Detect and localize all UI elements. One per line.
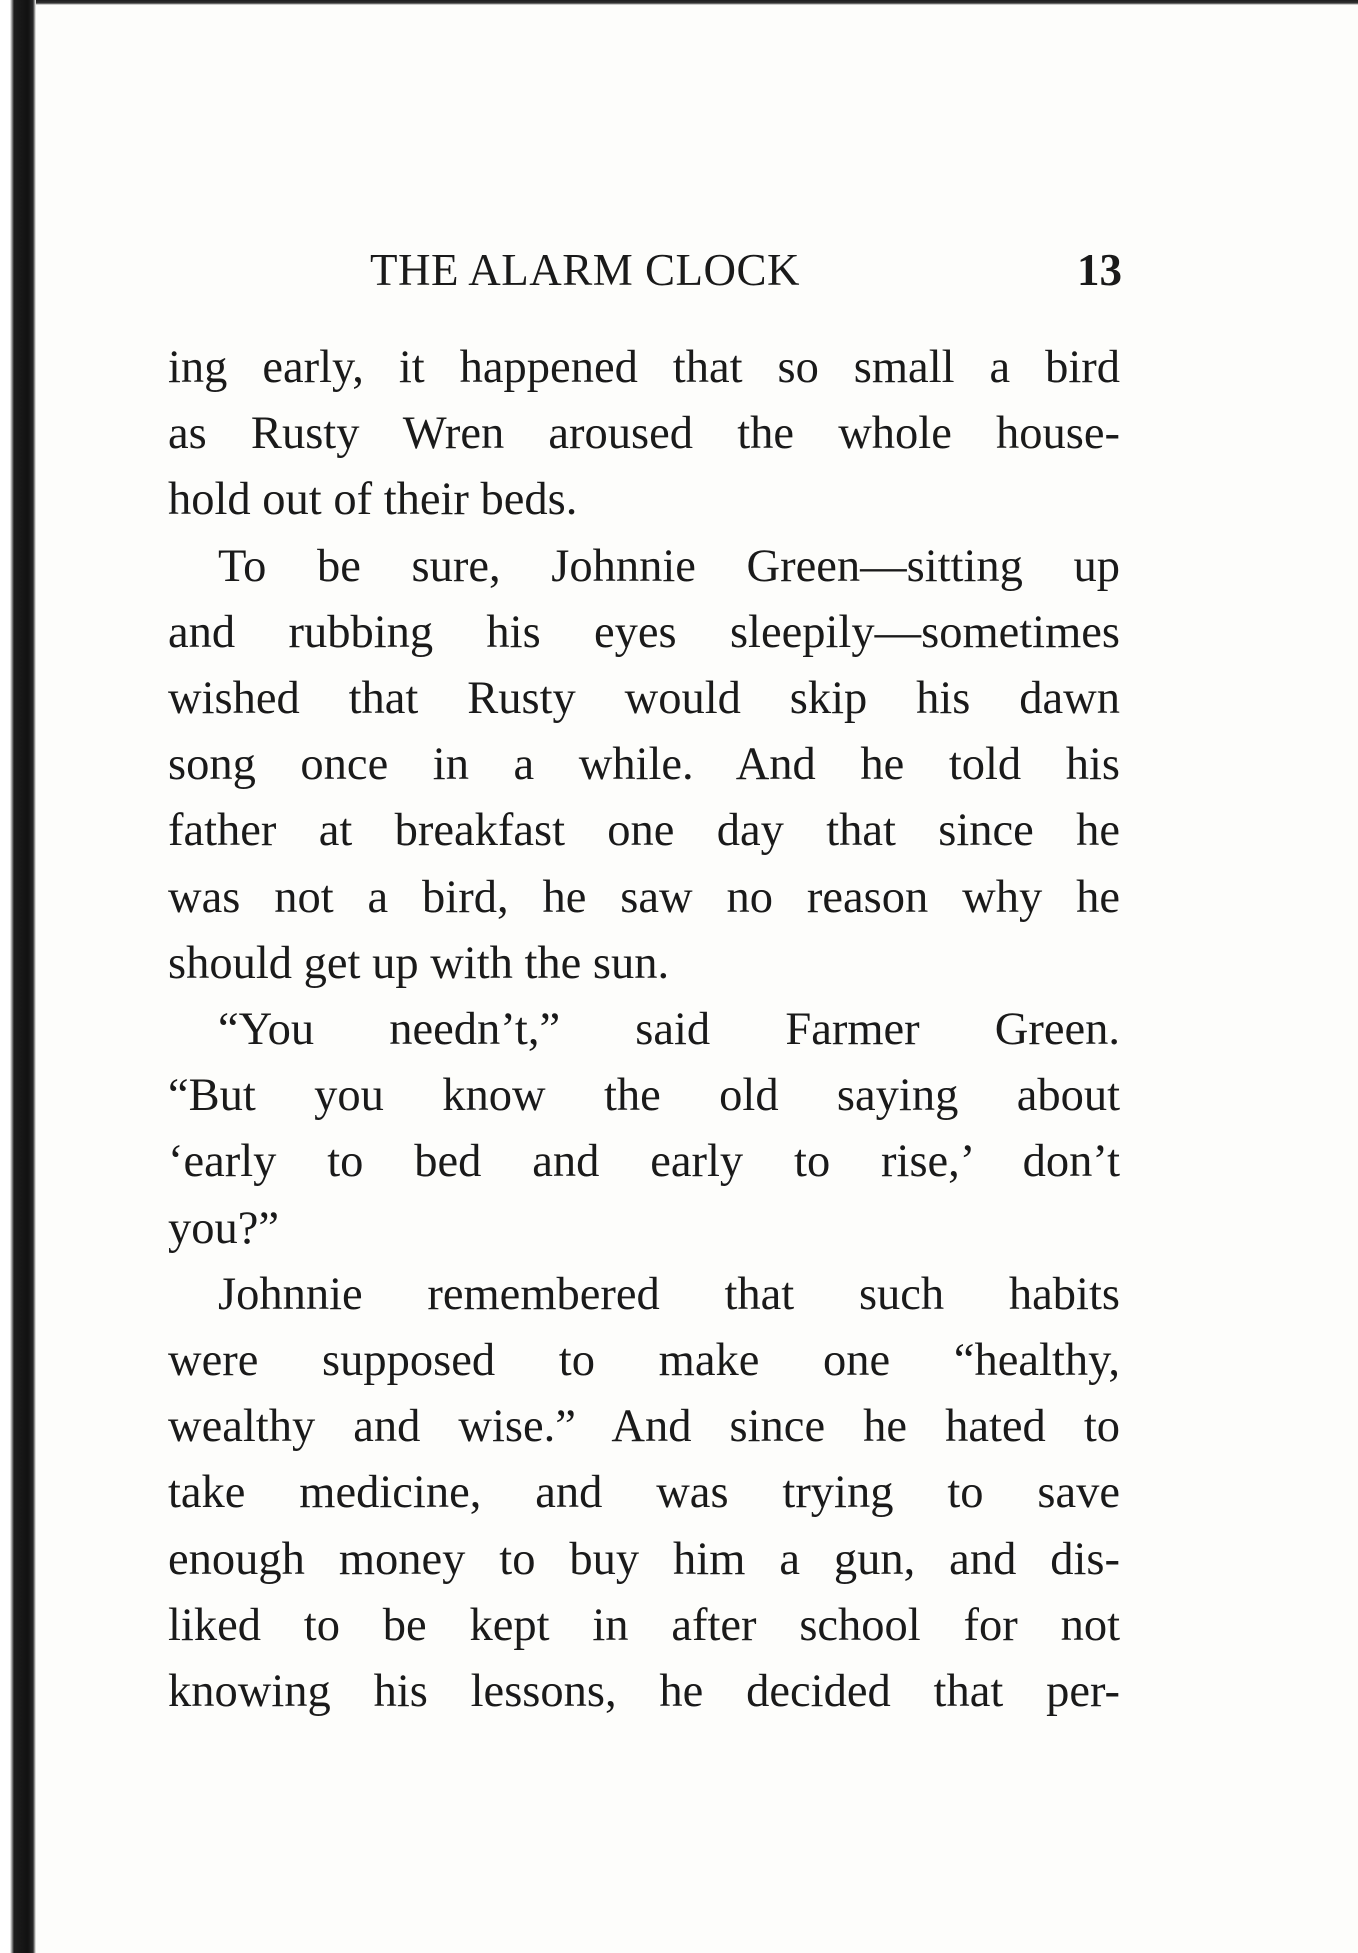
- text-line: as Rusty Wren aroused the whole house-: [168, 408, 1120, 460]
- text-line: you?”: [168, 1202, 280, 1254]
- text-line: were supposed to make one “healthy,: [168, 1335, 1120, 1387]
- text-line: knowing his lessons, he decided that per-: [168, 1666, 1120, 1718]
- text-line: should get up with the sun.: [168, 937, 670, 989]
- scan-shadow-left: [0, 0, 36, 1953]
- body-text: [168, 335, 1120, 1725]
- text-line: Johnnie remembered that such habits: [218, 1268, 1120, 1320]
- paragraph: [168, 534, 1120, 997]
- scan-shadow-top: [0, 0, 1358, 5]
- text-line: song once in a while. And he told his: [168, 739, 1120, 791]
- text-line: wished that Rusty would skip his dawn: [168, 673, 1120, 725]
- paragraph: [168, 1262, 1120, 1725]
- running-head: [370, 244, 1122, 304]
- text-line: ing early, it happened that so small a bird: [168, 342, 1120, 393]
- text-line: hold out of their beds.: [168, 474, 578, 526]
- text-line: “You needn’t,” said Farmer Green.: [218, 1004, 1120, 1056]
- text-line: enough money to buy him a gun, and dis-: [168, 1533, 1120, 1585]
- text-line: wealthy and wise.” And since he hated to: [168, 1401, 1120, 1453]
- chapter-title: THE ALARM CLOCK: [370, 245, 801, 295]
- page-number: 13: [1077, 245, 1122, 295]
- text-line: take medicine, and was trying to save: [168, 1467, 1120, 1519]
- text-line: was not a bird, he saw no reason why he: [168, 871, 1120, 923]
- paragraph: [168, 335, 1120, 534]
- text-line: liked to be kept in after school for not: [168, 1599, 1120, 1651]
- text-line: “But you know the old saying about: [168, 1070, 1120, 1122]
- paragraph: [168, 997, 1120, 1262]
- text-line: To be sure, Johnnie Green—sitting up: [218, 540, 1120, 592]
- text-line: ‘early to bed and early to rise,’ don’t: [168, 1136, 1120, 1188]
- text-line: father at breakfast one day that since he: [168, 805, 1120, 857]
- text-line: and rubbing his eyes sleepily—sometimes: [168, 606, 1120, 658]
